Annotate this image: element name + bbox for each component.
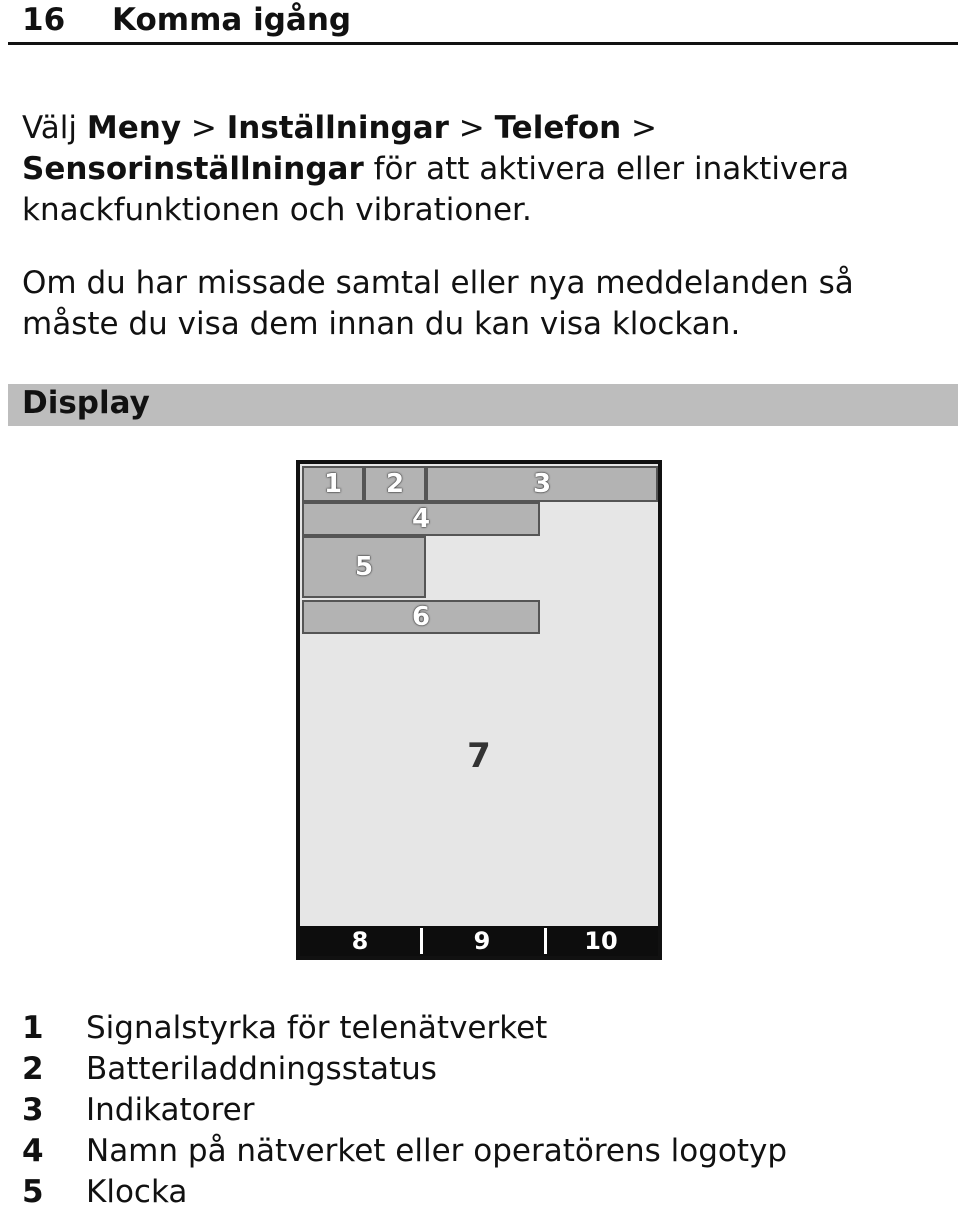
legend-item bbox=[22, 1090, 952, 1131]
chapter-title: Komma igång bbox=[112, 2, 352, 38]
menu-path-telefon: Telefon bbox=[494, 110, 622, 146]
diagram-softkey-bar bbox=[300, 926, 658, 956]
legend-list bbox=[22, 1008, 952, 1213]
phone-display-diagram bbox=[296, 460, 662, 960]
instruction-paragraph bbox=[22, 108, 952, 231]
legend-text: Batteriladdningsstatus bbox=[86, 1051, 437, 1087]
text-suffix: för att aktivera eller inaktivera knackfunktionen och vibrationer. bbox=[22, 151, 850, 228]
legend-number: 1 bbox=[22, 1010, 44, 1046]
diagram-region-6: 6 bbox=[302, 600, 540, 634]
section-header bbox=[8, 384, 958, 426]
diagram-region-7: 7 bbox=[467, 736, 491, 776]
legend-text: Signalstyrka för telenätverket bbox=[86, 1010, 548, 1046]
diagram-region-2: 2 bbox=[364, 466, 426, 502]
note-paragraph: Om du har missade samtal eller nya meddelanden så måste du visa dem innan du kan visa klockan. bbox=[22, 265, 854, 342]
menu-path-meny: Meny bbox=[86, 110, 182, 146]
legend-item bbox=[22, 1008, 952, 1049]
section-title: Display bbox=[22, 385, 150, 421]
diagram-region-4: 4 bbox=[302, 502, 540, 536]
legend-text: Indikatorer bbox=[86, 1092, 255, 1128]
path-separator: > bbox=[181, 110, 227, 146]
text-prefix: Välj bbox=[22, 110, 87, 146]
diagram-region-1: 1 bbox=[302, 466, 364, 502]
diagram-region-8: 8 bbox=[351, 927, 369, 955]
legend-number: 2 bbox=[22, 1051, 44, 1087]
legend-item bbox=[22, 1049, 952, 1090]
legend-text: Klocka bbox=[86, 1174, 188, 1210]
path-separator: > bbox=[621, 110, 658, 146]
legend-item bbox=[22, 1131, 952, 1172]
legend-text: Namn på nätverket eller operatörens logotyp bbox=[86, 1133, 788, 1169]
menu-path-installningar: Inställningar bbox=[226, 110, 449, 146]
page-header bbox=[8, 0, 958, 45]
path-separator: > bbox=[448, 110, 495, 146]
legend-number: 3 bbox=[22, 1092, 44, 1128]
diagram-region-9: 9 bbox=[473, 927, 491, 955]
diagram-region-10: 10 bbox=[584, 927, 618, 955]
legend-number: 4 bbox=[22, 1133, 44, 1169]
diagram-region-5: 5 bbox=[302, 536, 426, 598]
menu-path-sensorinstallningar: Sensorinställningar bbox=[22, 151, 364, 187]
diagram-region-3: 3 bbox=[426, 466, 658, 502]
page-number: 16 bbox=[22, 2, 66, 38]
legend-number: 5 bbox=[22, 1174, 44, 1210]
